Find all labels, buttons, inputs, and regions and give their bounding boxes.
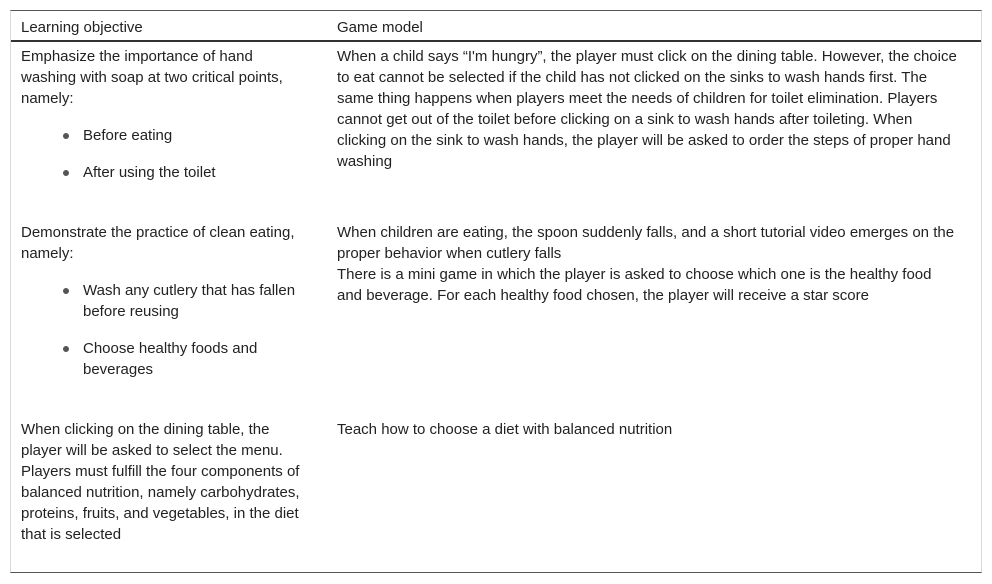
row-3-objective: When clicking on the dining table, the player will be asked to select the menu. Players must fulfill the four components of balanced nutrition, namely carbohydrates, proteins, fruits, and vegetables, in the diet that is selected — [21, 421, 300, 543]
row-1-objective — [21, 46, 301, 183]
row-2-game-model-p2: There is a mini game in which the player is asked to choose which one is the healthy food and beverage. For each healthy food chosen, the player will receive a star score — [337, 266, 932, 304]
header-game-model: Game model — [337, 19, 423, 36]
row-2-objective — [21, 222, 301, 380]
row-2-game-model-p1: When children are eating, the spoon suddenly falls, and a short tutorial video emerges on the proper behavior when cutlery falls — [337, 224, 955, 262]
table-header — [11, 11, 981, 42]
objectives-table — [10, 10, 982, 573]
row-3-game-model: Teach how to choose a diet with balanced nutrition — [337, 421, 673, 438]
row-2-objective-intro: Demonstrate the practice of clean eating, namely: — [21, 224, 295, 262]
list-item-text: After using the toilet — [83, 164, 216, 181]
list-item — [21, 162, 301, 183]
row-2-game-model — [337, 222, 957, 306]
bullet-icon — [63, 288, 69, 294]
list-item — [21, 280, 301, 322]
row-1-objective-list — [21, 125, 301, 183]
bullet-icon — [63, 346, 69, 352]
list-item-text: Wash any cutlery that has fallen before reusing — [83, 282, 296, 320]
row-2-objective-list — [21, 280, 301, 380]
list-item — [21, 338, 301, 380]
row-1-objective-intro: Emphasize the importance of hand washing with soap at two critical points, namely: — [21, 48, 283, 107]
row-1-game-model: When a child says “I'm hungry”, the player must click on the dining table. However, the choice to eat cannot be selected if the child has not clicked on the sinks to wash hands first. The same thing happens when players meet the needs of children for toilet elimination. Players cannot get out of the toilet before clicking on a sink to wash hands after toileting. When clicking on the sink to wash hands, the player will be asked to order the steps of proper hand washing — [337, 48, 957, 170]
bullet-icon — [63, 170, 69, 176]
list-item-text: Before eating — [83, 127, 173, 144]
bullet-icon — [63, 133, 69, 139]
header-learning-objective: Learning objective — [21, 19, 143, 36]
list-item — [21, 125, 301, 146]
list-item-text: Choose healthy foods and beverages — [83, 340, 258, 378]
